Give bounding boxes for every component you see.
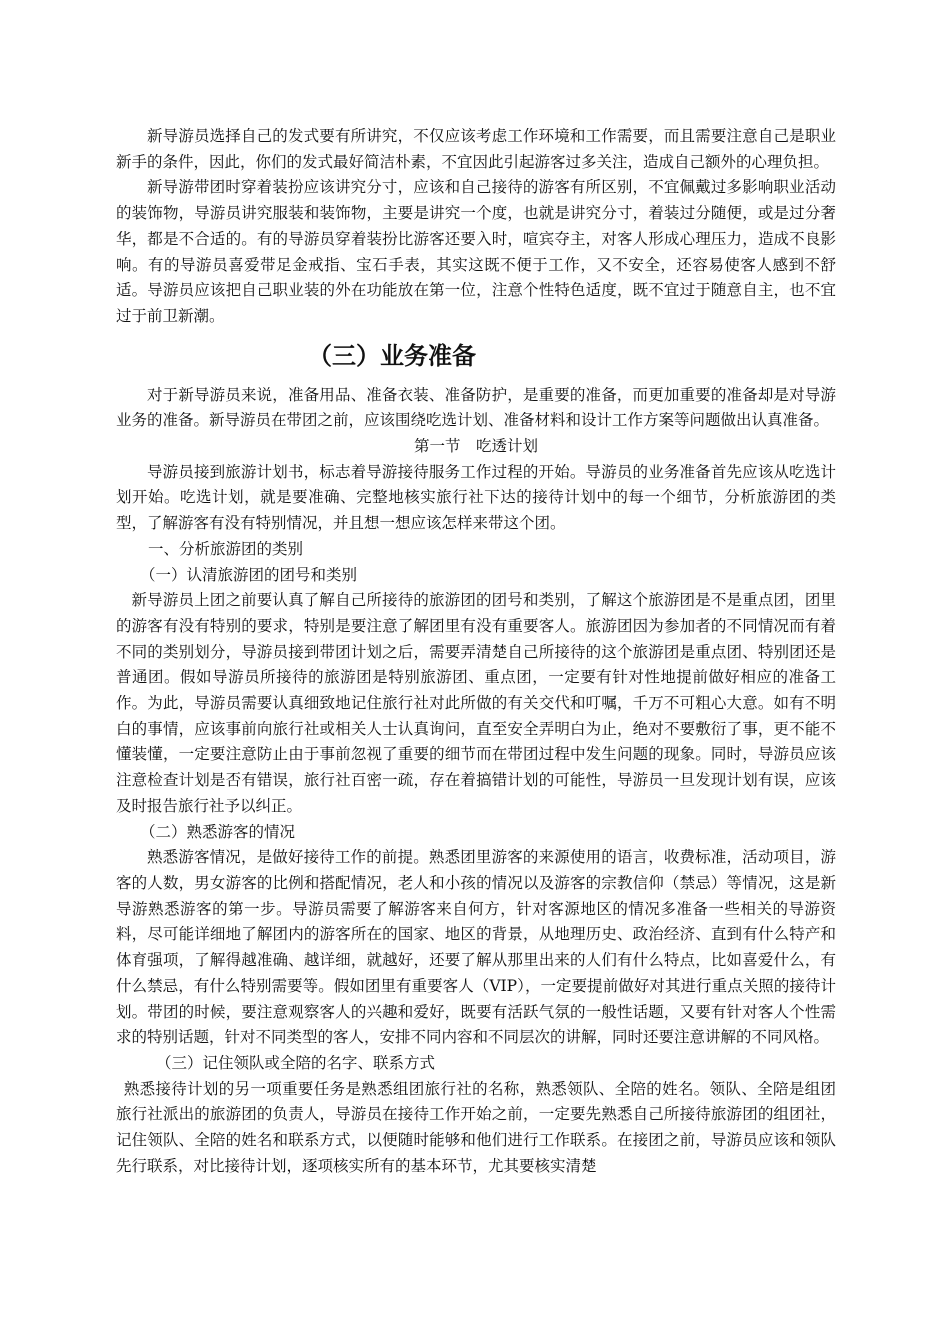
paragraph-intro: 对于新导游员来说，准备用品、准备衣装、准备防护，是重要的准备，而更加重要的准备却是对导游业务的准备。新导游员在带团之前，应该围绕吃选计划、准备材料和设计工作方案等问题做出认真准备。 [116,385,836,430]
paragraph-plan: 导游员接到旅游计划书，标志着导游接待服务工作过程的开始。导游员的业务准备首先应该从吃选计划开始。吃选计划，就是要准确、完整地核实旅行社下达的接待计划中的每一个细节，分析旅游团的类型，了解游客有没有特别情况，并且想一想应该怎样来带这个团。 [116,462,836,533]
paragraph-dress: 新导游带团时穿着装扮应该讲究分寸，应该和自己接待的游客有所区别，不宜佩戴过多影响职业活动的装饰物，导游员讲究服装和装饰物，主要是讲究一个度，也就是讲究分寸，着装过分随便，或是过分奢华，都是不合适的。有的导游员穿着装扮比游客还要入时，喧宾夺主，对客人形成心理压力，造成不良影响。有的导游员喜爱带足金戒指、宝石手表，其实这既不便于工作，又不安全，还容易使客人感到不舒适。导游员应该把自己职业装的外在功能放在第一位，注意个性特色适度，既不宜过于随意自主，也不宜过于前卫新潮。 [116,178,836,325]
subsection-title: 第一节 吃透计划 [413,437,538,456]
paragraph-group-number-type: 新导游员上团之前要认真了解自己所接待的旅游团的团号和类别，了解这个旅游团是不是重点团，团里的游客有没有特别的要求，特别是要注意了解团里有没有重要客人。旅游团因为参加者的不同情况而有着不同的类别划分，导游员接到带团计划之后，需要弄清楚自己所接待的这个旅游团是重点团、特别团还是普通团。假如导游员所接待的旅游团是特别旅游团、重点团，一定要有针对性地提前做好相应的准备工作。为此，导游员需要认真细致地记住旅行社对此所做的有关交代和叮嘱，千万不可粗心大意。如有不明白的事情，应该事前向旅行社或相关人士认真询问，直至安全弄明白为止，绝对不要敷衍了事，更不能不懂装懂，一定要注意防止由于事前忽视了重要的细节而在带团过程中发生问题的现象。同时，导游员应该注意检查计划是否有错误，旅行社百密一疏，存在着搞错计划的可能性，导游员一旦发现计划有误，应该及时报告旅行社予以纠正。 [116,591,836,815]
document-page [116,124,836,1179]
heading-tourist-info: （二）熟悉游客的情况 [140,822,296,841]
heading-analyze-group-type: 一、分析旅游团的类别 [148,539,304,558]
heading-group-number-type: （一）认清旅游团的团号和类别 [140,565,358,584]
paragraph-leader-contact: 熟悉接待计划的另一项重要任务是熟悉组团旅行社的名称，熟悉领队、全陪的姓名。领队、全陪是组团旅行社派出的旅游团的负责人，导游员在接待工作开始之前，一定要先熟悉自己所接待旅游团的组团社，记住领队、全陪的姓名和联系方式，以便随时能够和他们进行工作联系。在接团之前，导游员应该和领队先行联系，对比接待计划，逐项核实所有的基本环节，尤其要核实清楚 [116,1079,836,1175]
paragraph-hairstyle: 新导游员选择自己的发式要有所讲究，不仅应该考虑工作环境和工作需要，而且需要注意自己是职业新手的条件，因此，你们的发式最好简洁朴素，不宜因此引起游客过多关注，造成自己额外的心理负担。 [116,127,836,171]
paragraph-tourist-info: 熟悉游客情况，是做好接待工作的前提。熟悉团里游客的来源使用的语言，收费标准，活动项目，游客的人数，男女游客的比例和搭配情况，老人和小孩的情况以及游客的宗教信仰（禁忌）等情况，这是新导游熟悉游客的第一步。导游员需要了解游客来自何方，针对客源地区的情况多准备一些相关的导游资料，尽可能详细地了解团内的游客所在的国家、地区的背景，从地理历史、政治经济、直到有什么特产和体育强项，了解得越准确、越详细，就越好，还要了解从那里出来的人们有什么特点，比如喜爱什么，有什么禁忌，有什么特别需要等。假如团里有重要客人（VIP），一定要提前做好对其进行重点关照的接待计划。带团的时候，要注意观察客人的兴趣和爱好，既要有活跃气氛的一般性话题，又要有针对客人个性需求的特别话题，针对不同类型的客人，安排不同内容和不同层次的讲解，同时还要注意讲解的不同风格。 [116,848,836,1047]
heading-leader-contact: （三）记住领队或全陪的名字、联系方式 [156,1053,436,1072]
section-title: （三）业务准备 [308,341,476,370]
